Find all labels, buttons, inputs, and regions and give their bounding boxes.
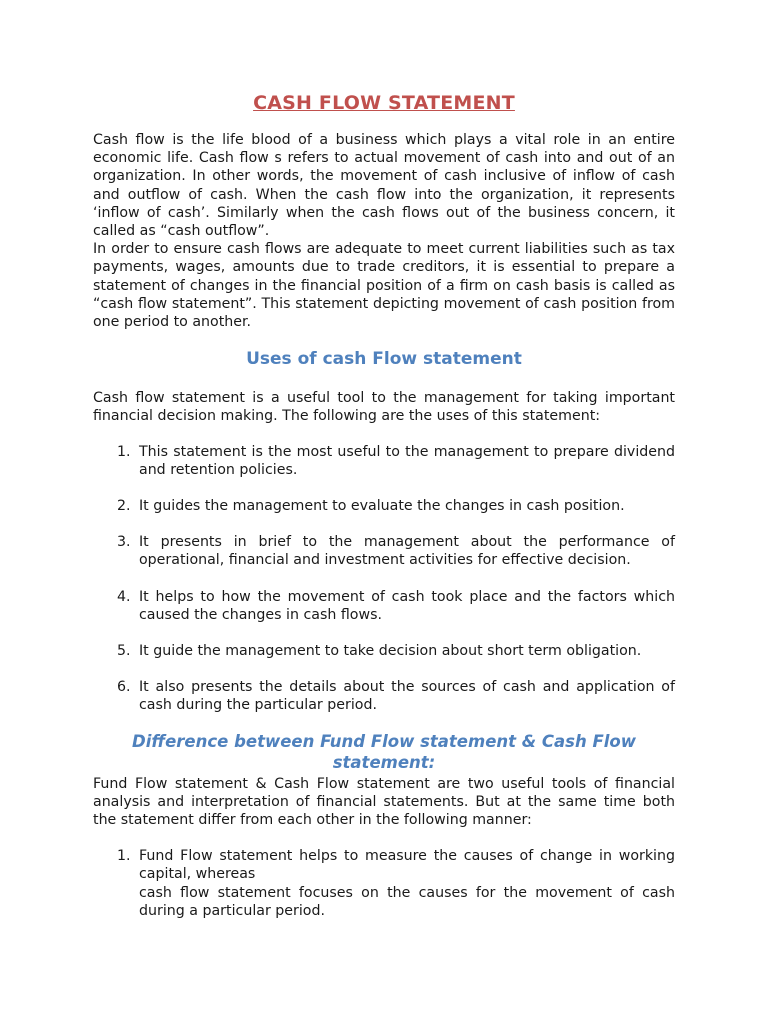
uses-list xyxy=(93,443,675,715)
uses-heading: Uses of cash Flow statement xyxy=(246,349,522,370)
document-title: CASH FLOW STATEMENT xyxy=(253,92,515,114)
list-number: 2. xyxy=(117,498,131,515)
list-item xyxy=(93,443,675,479)
list-item-text: Fund Flow statement helps to measure the causes of change in working capital, whereas xyxy=(139,848,675,883)
list-item xyxy=(93,847,675,920)
uses-intro: Cash flow statement is a useful tool to the management for taking important financial decision making. The following are the uses of this statement: xyxy=(93,390,675,425)
list-item xyxy=(93,678,675,714)
list-item-text: It helps to how the movement of cash took place and the factors which caused the changes in cash flows. xyxy=(139,588,675,623)
difference-list xyxy=(93,847,675,920)
list-item-text: It guides the management to evaluate the changes in cash position. xyxy=(139,498,625,515)
list-number: 4. xyxy=(117,588,131,605)
list-number: 6. xyxy=(117,679,131,696)
intro-paragraph-2: In order to ensure cash flows are adequate to meet current liabilities such as tax payments, wages, amounts due to trade creditors, it is essential to prepare a statement of changes in the financial position of a firm on cash basis is called as “cash flow statement”. This statement depicting movement of cash position from one period to another. xyxy=(93,241,675,331)
list-item xyxy=(93,533,675,569)
list-item xyxy=(93,642,675,660)
difference-intro: Fund Flow statement & Cash Flow statement are two useful tools of financial analysis and interpretation of financial statements. But at the same time both the statement differ from each other in the following manner: xyxy=(93,775,675,829)
list-number: 1. xyxy=(117,848,131,865)
list-item-text: It also presents the details about the sources of cash and application of cash during the particular period. xyxy=(139,679,675,714)
list-item xyxy=(93,497,675,515)
document-page xyxy=(93,90,675,920)
list-number: 3. xyxy=(117,534,131,551)
intro-paragraph-1: Cash flow is the life blood of a business which plays a vital role in an entire economic life. Cash flow s refers to actual movement of cash into and out of an organization. In other words, the movement of cash inclusive of inflow of cash and outflow of cash. When the cash flow into the organization, it represents ‘inflow of cash’. Similarly when the cash flows out of the business concern, it called as “cash outflow”. xyxy=(93,132,675,240)
list-item-text: It guide the management to take decision about short term obligation. xyxy=(139,643,642,660)
difference-heading: Difference between Fund Flow statement & Cash Flow statement: xyxy=(132,731,636,772)
list-item xyxy=(93,588,675,624)
list-item-text: This statement is the most useful to the management to prepare dividend and retention policies. xyxy=(139,443,675,478)
list-item-text: It presents in brief to the management about the performance of operational, financial and investment activities for effective decision. xyxy=(139,534,675,569)
list-item-continuation: cash flow statement focuses on the causes for the movement of cash during a particular period. xyxy=(139,884,675,919)
list-number: 5. xyxy=(117,643,131,660)
list-number: 1. xyxy=(117,443,131,460)
